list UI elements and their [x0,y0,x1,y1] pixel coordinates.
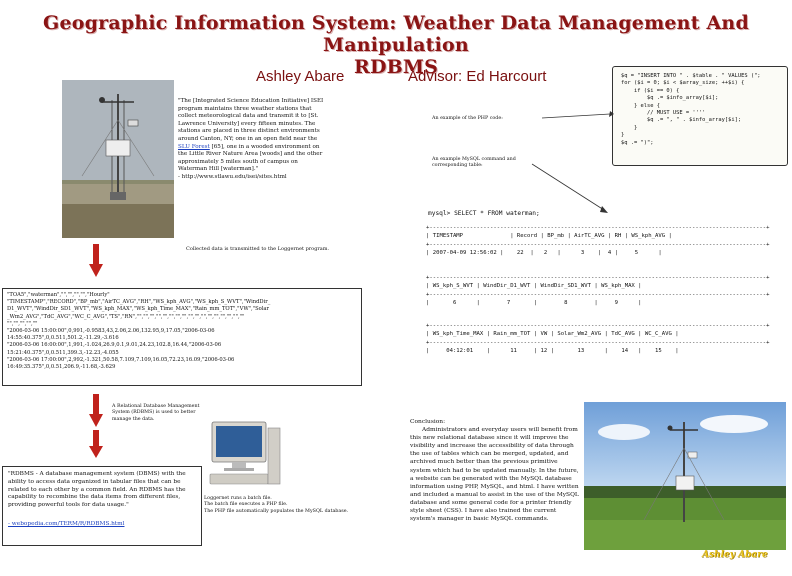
table-row-1: | 2007-04-09 12:56:02 | 22 | 2 | 3 | 4 | 5 | [426,250,662,256]
raw-data-text: "TOA5","waterman","","","","","Hourly" "TIMESTAMP","RECORD","BP_mb","AirTC_AVG","RH","WS_kph_AVG","WS_kph_S_WVT","WindDir_ D1_WVT","WindDir_SD1_WVT","WS_kph_MAX","WS_kph_Time_MAX","Rain_mm_TOT","VW","Solar _Wm2_AVG","TdC_AVG","WC_C_AVG","TS","RN","","","","","","","","","","","","","","","","","" "","","","","" "2006-03-06 15:00:00",0,991,-0.9583,43,2.06,2.06,132.95,9,17.05,"2006-03-06 14:55:40.375",0,0.511,501.2,-11.29,-3.616 "2006-03-06 16:00:00",1,991,-1.024,26.9,0.1,9.01,24.23,102.8,16.44,"2006-03-06 15:21:40.375",0,0.511,399.3,-12.23,-4.055 "2006-03-06 17:00:00",2,992,-1.321,50.58,7.109,7.109,16.05,72.23,16.09,"2006-03-06 16:49:35.375",0,0.51,206.9,-11.68,-3.629 [7,292,271,371]
title-line-1: Geographic Information System: Weather Data Management And Manipulation [43,12,749,56]
mysql-arrow [530,150,610,220]
arrow-down-2 [89,394,103,428]
table-row-3: | 04:12:01 | 11 | 12 | 13 | 14 | 15 | [426,348,679,354]
php-example-label: An example of the PHP code: [432,116,503,121]
table-border-mid-1: +----------------------------------------------------------------------------------------------------+ [426,242,770,248]
table-border-top: +----------------------------------------------------------------------------------------------------+ [426,225,770,231]
table-header-3: | WS_kph_Time_MAX | Rain_mm_TOT | VW | Solar_Wm2_AVG | TdC_AVG | WC_C_AVG | [426,331,679,337]
intro-quote [178,98,326,182]
arrow-down-3 [89,430,103,460]
php-code: $q = "INSERT INTO " . $table . " VALUES ("; for ($i = 0; $i < $array_size; ++$i) { if ($i == 0) { $q .= $info_array[$i]; } else { // MUST USE = '''' $q .= ", " . $info_array[$i]; } } $q .= ")"; [621,73,761,146]
rdbms-note: A Relational Database Management System (RDBMS) is used to better manage the data. [112,404,200,422]
table-row-2: | 6 | 7 | 8 | 9 | [426,300,642,306]
intro-source: - http://www.stlawu.edu/isei/sites.html [178,173,287,180]
intro-quote-text: "The [Integrated Science Education Initiative] ISEI program maintains three weather stations that collect meteorological data and transmit it to [St. Lawrence University] every fifteen minutes. The stations are placed in three distinct environments around Canton, NY; one in an open field near the [178,98,324,142]
table-border-mid-3: +----------------------------------------------------------------------------------------------------+ [426,340,770,346]
collected-label: Collected data is transmitted to the Loggernet program. [186,246,330,252]
conclusion [410,418,580,523]
author-logo: Ashley Abare [702,550,768,560]
loggernet-note: Loggernet runs a batch file. The batch file executes a PHP file. The PHP file automatically populates the MySQL database. [204,496,349,514]
mysql-command: mysql> SELECT * FROM waterman; [428,210,540,217]
table-border-top-3: +----------------------------------------------------------------------------------------------------+ [426,323,770,329]
table-border-mid-2: +----------------------------------------------------------------------------------------------------+ [426,292,770,298]
webopedia-link[interactable]: - webopedia.com/TERM/R/RDBMS.html [8,520,125,527]
weather-station-photo [62,80,174,238]
computer-photo [206,416,282,494]
php-code-box [612,66,788,166]
table-border-top-2: +----------------------------------------------------------------------------------------------------+ [426,275,770,281]
mysql-example-label: An example MySQL command and corresponding table: [432,157,516,169]
author-name: Ashley Abare [256,68,345,85]
rdbms-definition-box [2,466,202,546]
conclusion-heading: Conclusion: [410,419,446,425]
advisor-name: Advisor: Ed Harcourt [408,68,547,85]
table-header-1: | TIMESTAMP | Record | BP_mb | AirTC_AVG | RH | WS_kph_AVG | [426,233,672,239]
slu-forest-link[interactable]: SLU Forest [178,143,210,150]
rdbms-definition: "RDBMS - A database management system (DBMS) with the ability to access data organized in tabular files that can be related to each other by a common field. An RDBMS has the capability to recombine the data items from different files, providing powerful tools for data usage." [8,471,186,509]
mysql-result-table [426,224,788,384]
conclusion-text: Administrators and everyday users will benefit from this new relational database since it will improve the visibility and increase the accessibility of data through the use of tables which can be merged, updated, and archived much better than the previous primitive system which had to be updated manually. In the future, a website can be generated with the MySQL database information using PHP, MySQL, and html. I have written and included a manual to assist in the use of the MySQL database and some general code for a printer friendly style sheet (CSS). I have also trained the current system's manager in basic MySQL commands. [410,427,579,523]
table-header-2: | WS_kph_S_WVT | WindDir_D1_WVT | WindDir_SD1_WVT | WS_kph_MAX | [426,283,642,289]
field-station-photo [584,402,786,550]
raw-data-box [2,288,362,386]
php-arrow [540,108,614,128]
title-line-2: RDBMS [353,56,439,78]
intro-quote-tail: [65], one in a wooded environment on the Little River Nature Area [woods] and the other approximately 5 miles south of campus on Waterman Hill [waterman]." [178,143,323,173]
arrow-down-1 [89,244,103,278]
